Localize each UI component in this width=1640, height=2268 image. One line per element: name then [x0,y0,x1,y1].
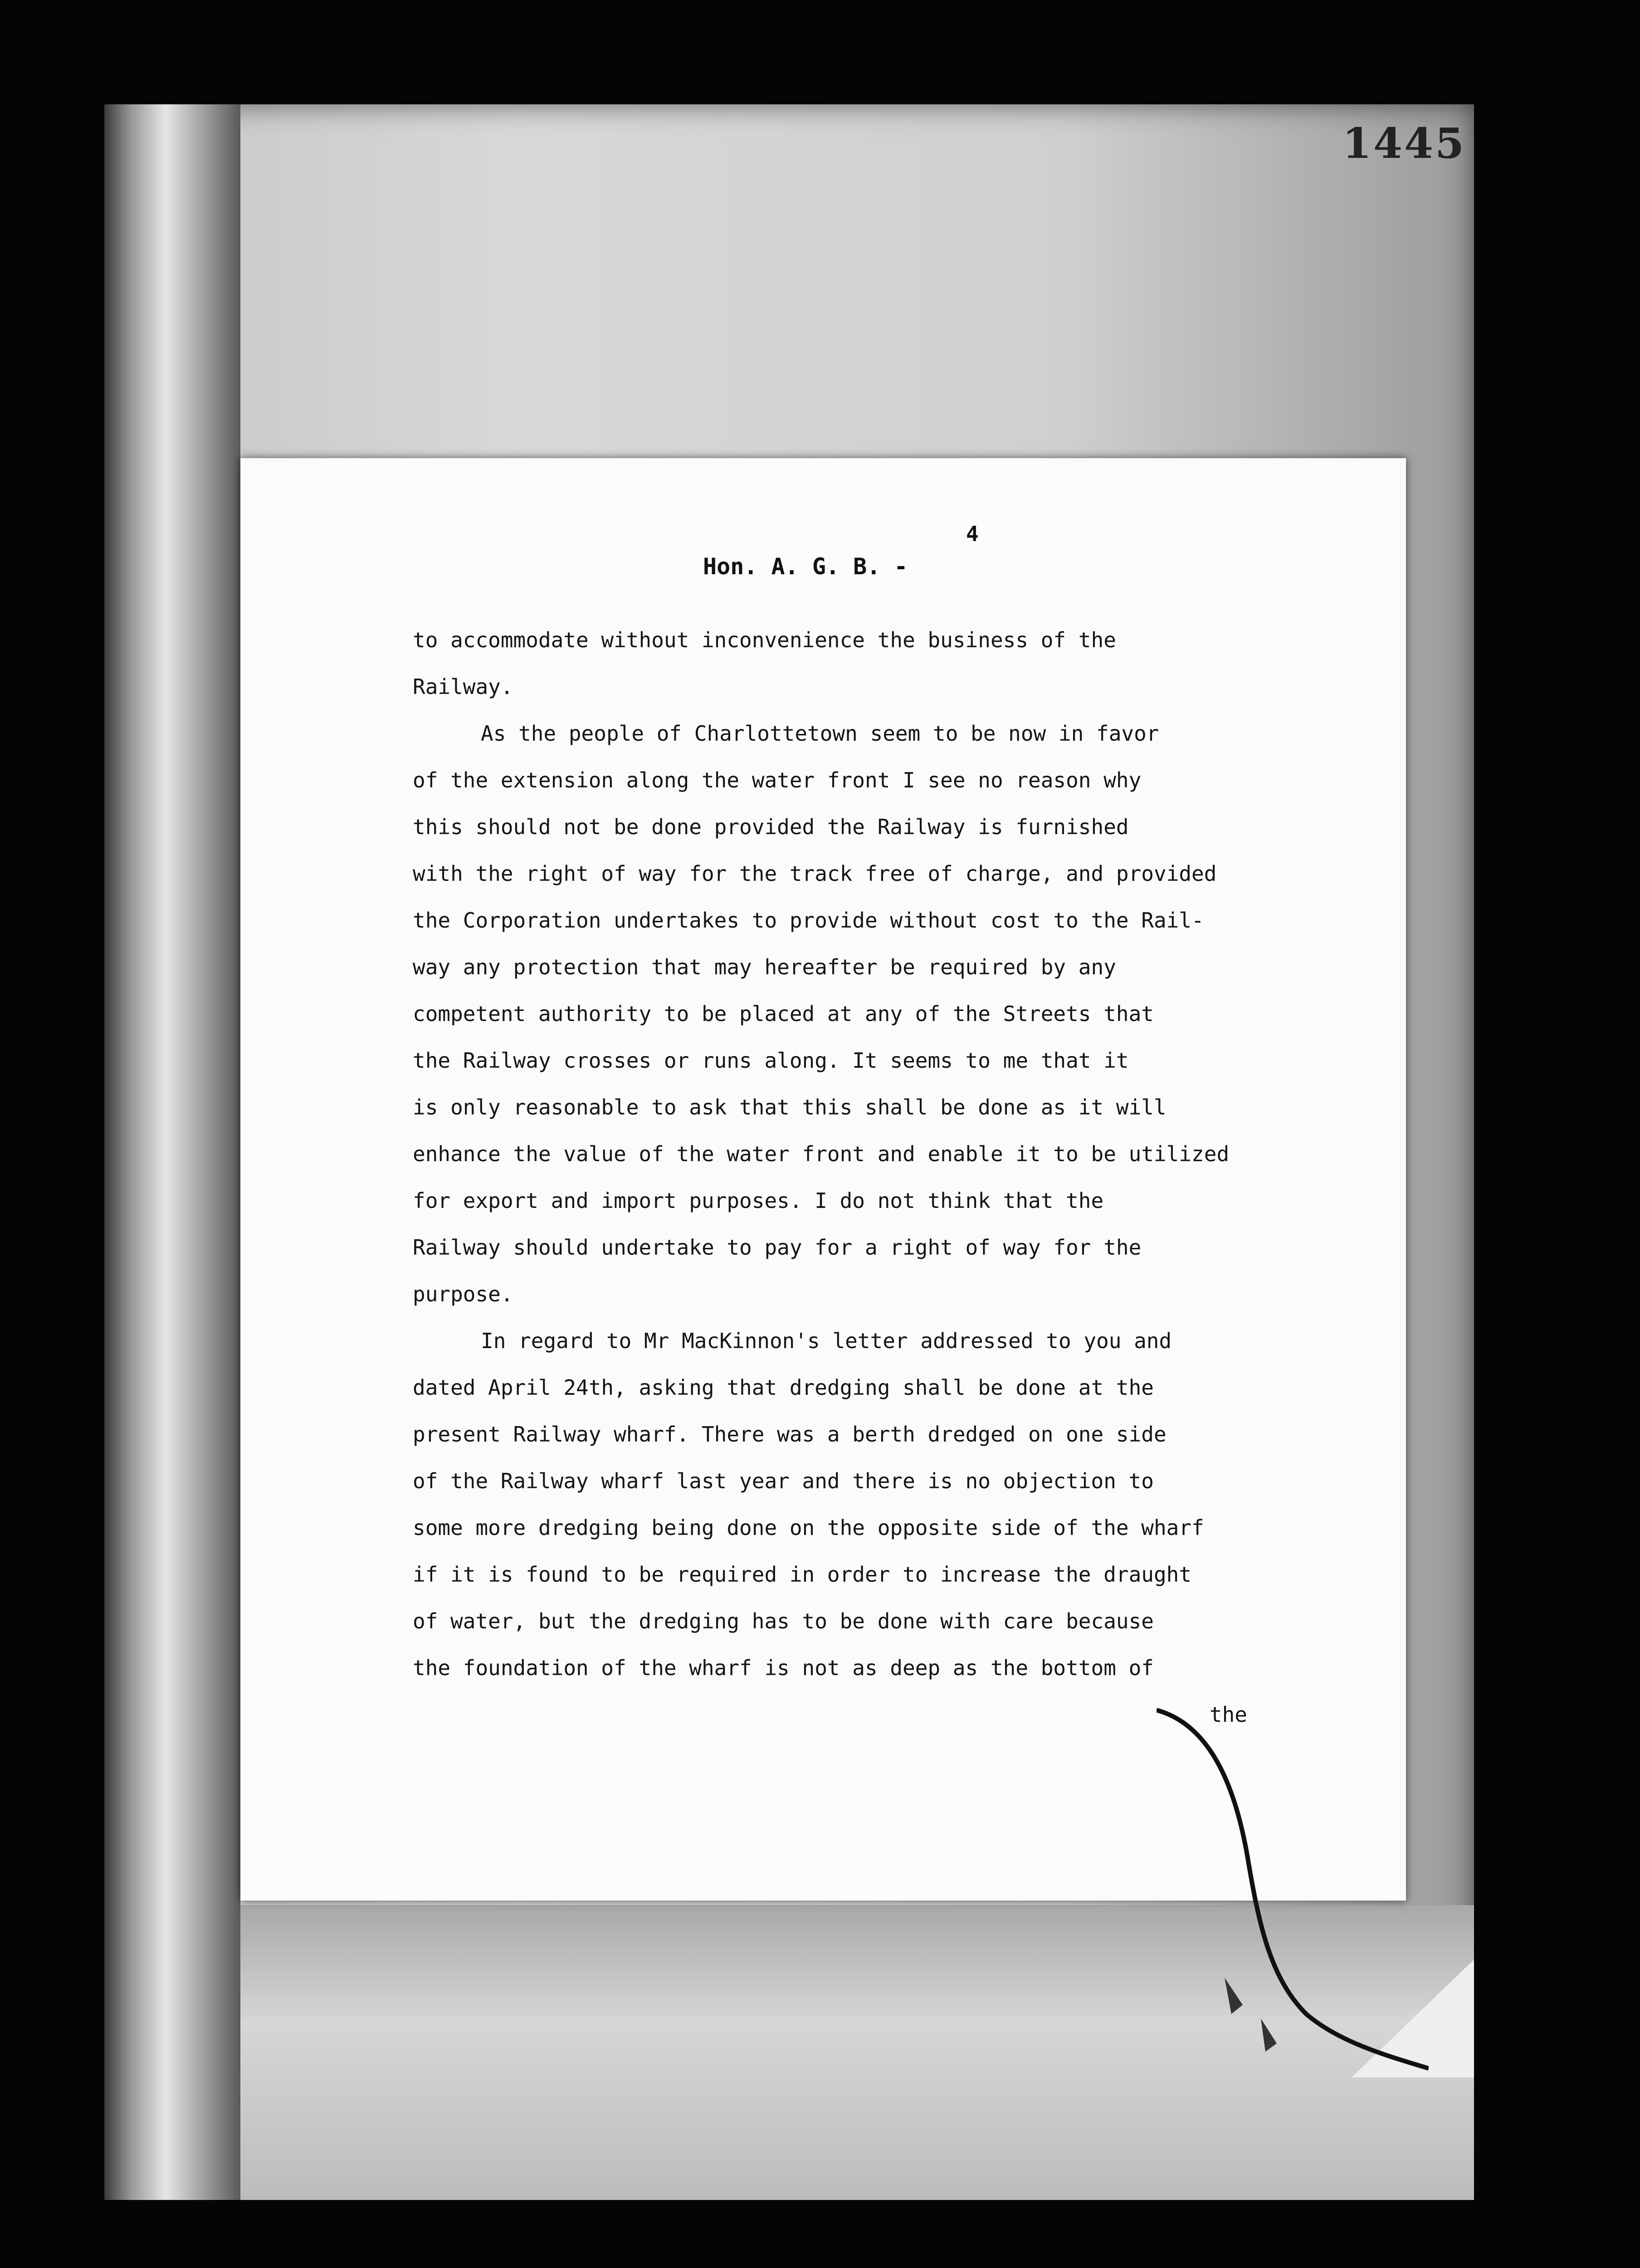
letter-page-mark: 4 [966,522,979,546]
letter-header [703,522,979,580]
letter-line: way any protection that may hereafter be required by any [413,955,1116,979]
letter-line: As the people of Charlottetown seem to be now in favor [481,721,1159,746]
letter-line: of water, but the dredging has to be done with care because [413,1609,1154,1633]
typed-letter [240,458,1406,1901]
letterbook-spine [104,104,240,2200]
page-number: 1445 [1342,119,1466,168]
letter-line: present Railway wharf. There was a berth dredged on one side [413,1422,1167,1447]
letter-line: In regard to Mr MacKinnon's letter addressed to you and [481,1329,1172,1353]
pen-stroke-mark [1157,1706,1429,2077]
letter-line: this should not be done provided the Railway is furnished [413,815,1129,839]
letter-line: the [1209,1702,1247,1727]
letter-line: competent authority to be placed at any of the Streets that [413,1002,1154,1026]
letter-line: is only reasonable to ask that this shall be done as it will [413,1095,1167,1119]
letter-line: purpose. [413,1282,513,1306]
letter-line: to accommodate without inconvenience the business of the [413,628,1116,652]
letter-line: Railway should undertake to pay for a right of way for the [413,1235,1142,1260]
letter-line: the Corporation undertakes to provide without cost to the Rail- [413,908,1204,933]
letter-body [413,617,1383,1738]
letter-line: the foundation of the wharf is not as deep as the bottom of [413,1656,1154,1680]
letter-line: dated April 24th, asking that dredging shall be done at the [413,1375,1154,1400]
letter-line: with the right of way for the track free of charge, and provided [413,861,1217,886]
letter-line: some more dredging being done on the opposite side of the wharf [413,1515,1204,1540]
letter-line: enhance the value of the water front and enable it to be utilized [413,1142,1230,1166]
letter-line: of the Railway wharf last year and there is no objection to [413,1469,1154,1493]
letter-line: if it is found to be required in order to increase the draught [413,1562,1192,1587]
letter-line: Railway. [413,675,513,699]
letter-header-text: Hon. A. G. B. - [703,553,908,580]
letter-line: for export and import purposes. I do not think that the [413,1188,1104,1213]
letter-line: of the extension along the water front I see no reason why [413,768,1142,792]
letter-line: the Railway crosses or runs along. It seems to me that it [413,1048,1129,1073]
